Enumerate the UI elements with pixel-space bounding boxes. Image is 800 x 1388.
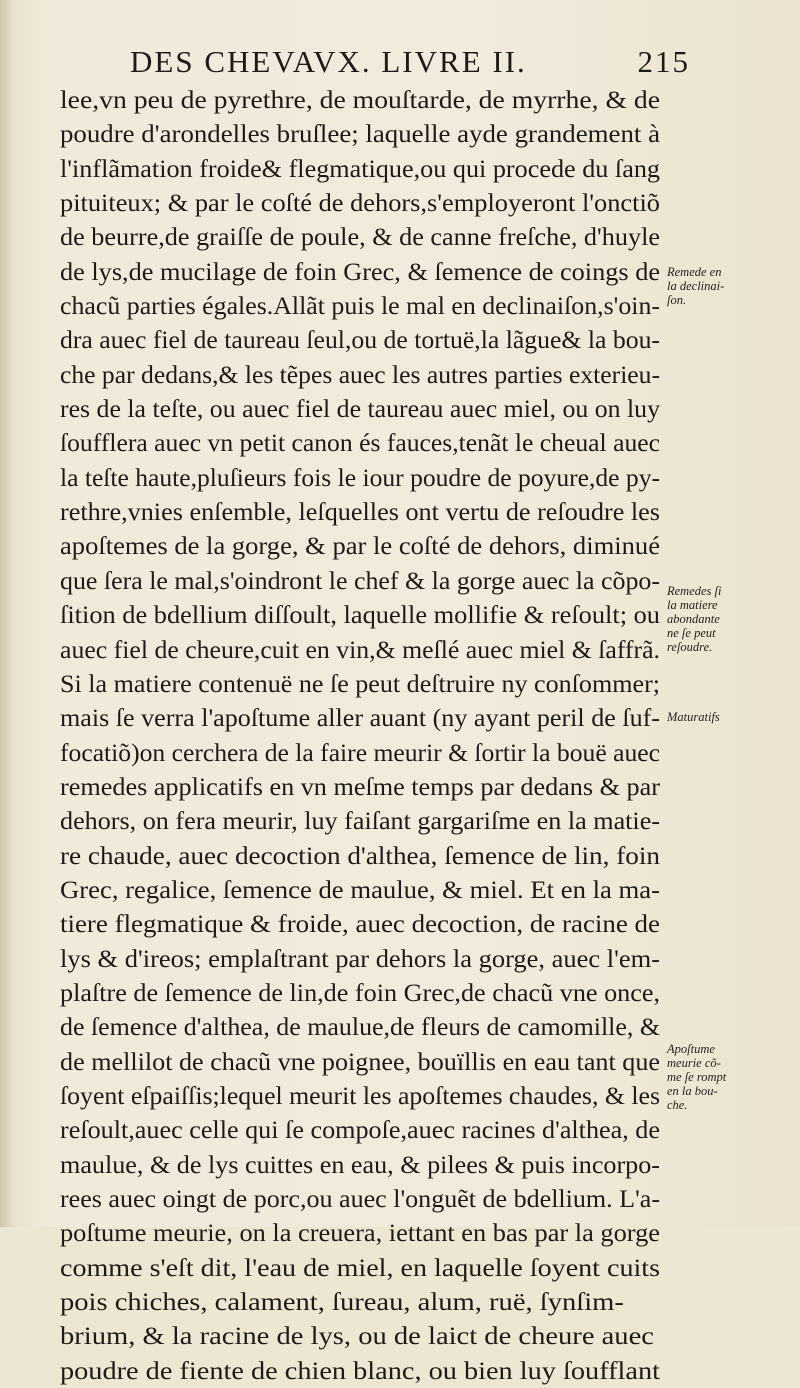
text-line: lee,vn peu de pyrethre, de mouſtarde, de myrrhe, & de bbox=[60, 85, 660, 114]
page-gutter-shadow bbox=[0, 0, 14, 1227]
text-line: tiere flegmatique & froide, auec decoction, de racine de bbox=[60, 909, 660, 939]
margin-note-line: reſoudre. bbox=[667, 640, 713, 654]
text-line: re chaude, auec decoction d'althea, ſemence de lin, foin bbox=[60, 840, 660, 870]
text-line: brium, & la racine de lys, ou de laict de cheure auec bbox=[60, 1321, 654, 1351]
text-line: pituiteux; & par le coſté de dehors,s'employeront l'onctiõ bbox=[60, 188, 660, 218]
text-line: che par dedans,& les tẽpes auec les autres parties exterieu- bbox=[60, 359, 660, 389]
text-line: mais ſe verra l'apoſtume aller auant (ny ayant peril de ſuf- bbox=[60, 703, 660, 733]
text-line: dehors, on fera meurir, luy faiſant gargariſme en la matie- bbox=[60, 806, 660, 836]
text-line: ſoyent eſpaiſſis;lequel meurit les apoſtemes chaudes, & les bbox=[60, 1080, 660, 1110]
text-line: rethre,vnies enſemble, leſquelles ont vertu de reſoudre les bbox=[60, 497, 660, 527]
text-line: que ſera le mal,s'oindront le chef & la gorge auec la cõpo- bbox=[60, 565, 661, 595]
page-number: 215 bbox=[637, 44, 690, 79]
text-line: l'inflãmation froide& flegmatique,ou qui procede du ſang bbox=[60, 153, 660, 183]
margin-note-line: en la bou- bbox=[667, 1084, 718, 1098]
text-line: poudre d'arondelles bruſlee; laquelle ayde grandement à bbox=[60, 119, 660, 149]
margin-note-line: abondante bbox=[667, 612, 720, 626]
text-line: comme s'eſt dit, l'eau de miel, en laquelle ſoyent cuits bbox=[60, 1252, 660, 1282]
margin-note-line: Maturatifs bbox=[667, 710, 720, 724]
margin-note-line: ne ſe peut bbox=[667, 626, 716, 640]
margin-note-line: la declinai- bbox=[667, 279, 725, 293]
text-line: lys & d'ireos; emplaſtrant par dehors la gorge, auec l'em- bbox=[60, 943, 660, 973]
margin-note-line: Remede en bbox=[667, 265, 722, 279]
text-line: apoſtemes de la gorge, & par le coſté de dehors, diminué bbox=[60, 531, 660, 561]
text-line: de lys,de mucilage de foin Grec, & ſemence de coings de bbox=[60, 256, 660, 286]
text-line: remedes applicatifs en vn meſme temps par dedans & par bbox=[60, 771, 660, 801]
text-line: maulue, & de lys cuittes en eau, & pilees & puis incorpo- bbox=[60, 1149, 660, 1179]
text-line: Grec, regalice, ſemence de maulue, & miel. Et en la ma- bbox=[60, 874, 660, 904]
text-line: dra auec fiel de taureau ſeul,ou de tortuë,la lãgue& la bou- bbox=[60, 325, 660, 355]
margin-note-line: Apoſtume bbox=[667, 1042, 715, 1056]
margin-note-line: ſon. bbox=[667, 293, 687, 307]
margin-note-apostume-meurie bbox=[667, 1042, 799, 1112]
margin-note-line: la matiere bbox=[667, 598, 718, 612]
running-head-title: DES CHEVAVX. LIVRE II. bbox=[130, 44, 527, 79]
text-line: poſtume meurie, on la creuera, iettant en bas par la gorge bbox=[60, 1218, 661, 1248]
margin-note-line: che. bbox=[667, 1098, 688, 1112]
text-line: ſition de bdellium diſſoult, laquelle mollifie & reſoult; ou bbox=[60, 600, 660, 630]
margin-note-line: me ſe rompt bbox=[667, 1070, 727, 1084]
text-line: plaſtre de ſemence de lin,de foin Grec,de chacũ vne once, bbox=[60, 977, 660, 1007]
text-line: auec fiel de cheure,cuit en vin,& meſlé auec miel & ſaffrã. bbox=[60, 634, 660, 664]
margin-note-remede-declinaison bbox=[667, 265, 799, 307]
text-line: de ſemence d'althea, de maulue,de fleurs de camomille, & bbox=[60, 1012, 660, 1042]
body-text bbox=[60, 83, 670, 1388]
margin-note-line: Remedes ſi bbox=[667, 584, 722, 598]
text-line: rees auec oingt de porc,ou auec l'onguẽt de bdellium. L'a- bbox=[60, 1184, 660, 1213]
text-line: Si la matiere contenuë ne ſe peut deſtruire ny conſommer; bbox=[60, 668, 660, 698]
text-line: la teſte haute,pluſieurs fois le iour poudre de poyure,de py- bbox=[60, 462, 660, 492]
running-head bbox=[130, 44, 690, 84]
text-line: reſoult,auec celle qui ſe compoſe,auec racines d'althea, de bbox=[60, 1115, 660, 1145]
text-line: poudre de fiente de chien blanc, ou bien luy ſoufflant bbox=[60, 1355, 660, 1385]
text-line: focatiõ)on cerchera de la faire meurir & ſortir la bouë auec bbox=[60, 737, 660, 767]
margin-note-maturatifs bbox=[667, 710, 799, 724]
text-line: de beurre,de graiſſe de poule, & de canne freſche, d'huyle bbox=[60, 222, 660, 252]
text-line: chacũ parties égales.Allãt puis le mal en declinaiſon,s'oin- bbox=[60, 291, 660, 321]
margin-note-line: meurie cõ- bbox=[667, 1056, 721, 1070]
margin-note-remedes-matiere bbox=[667, 584, 799, 654]
text-line: res de la teſte, ou auec fiel de taureau auec miel, ou on luy bbox=[60, 394, 660, 424]
text-line: pois chiches, calament, ſureau, alum, ruë, ſynſim- bbox=[60, 1287, 624, 1317]
text-line: de mellilot de chacũ vne poignee, bouïllis en eau tant que bbox=[60, 1046, 660, 1076]
text-line: ſoufflera auec vn petit canon és fauces,tenãt le cheual auec bbox=[60, 428, 660, 458]
